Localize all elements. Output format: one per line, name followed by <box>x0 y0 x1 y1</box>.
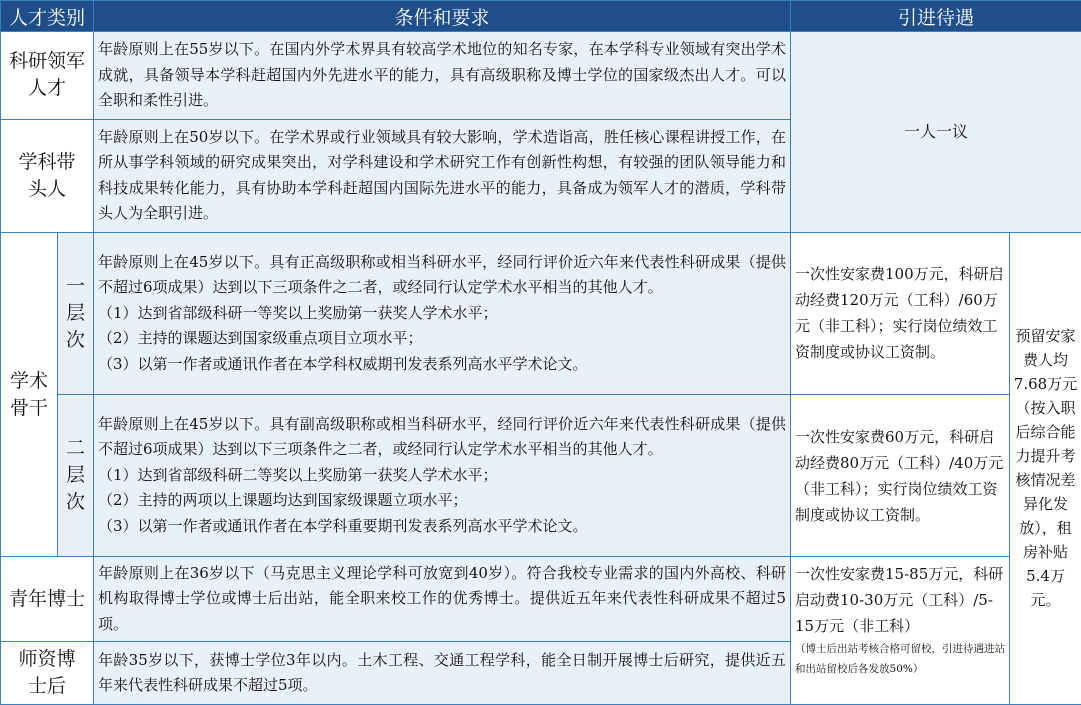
benefit-side: 预留安家费人均7.68万元（按入职后综合能力提升考核情况差异化发放），租房补贴5.4万元。 <box>1010 232 1081 704</box>
category-postdoc: 师资博士后 <box>1 642 94 705</box>
benefit-postdoc-note: （博士后出站考核合格可留校，引进待遇进站和出站留校后各发放50%） <box>795 643 1006 676</box>
condition-young-phd: 年龄原则上在36岁以下（马克思主义理论学科可放宽到40岁）。符合我校专业需求的国内外高校、科研机构取得博士学位或博士后出站，能全职来校工作的优秀博士。提供近五年来代表性科研成果不超过5项。 <box>94 557 791 642</box>
tier2-item-1: （1）达到省部级科研二等奖以上奖励第一获奖人学术水平； <box>98 465 498 484</box>
condition-tier1: 年龄原则上在45岁以下。具有正高级职称或相当科研水平，经同行评价近六年来代表性科研成果（提供不超过6项成果）达到以下三项条件之二者，或经同行认定学术水平相当的其他人才。 （1）达到省部级科研一等奖以上奖励第一获奖人学术水平； （2）主持的课题达到国家级重点项目立项水平； （3）以第一作者或通讯作者在本学科权威期刊发表系列高水平学术论文。 <box>94 232 791 394</box>
benefit-young-phd: 一次性安家费15-85万元，科研启动费10-30万元（工科）/5-15万元（非工科） （博士后出站考核合格可留校，引进待遇进站和出站留校后各发放50%） <box>791 557 1010 705</box>
header-conditions: 条件和要求 <box>94 1 791 32</box>
table-row <box>1 395 1081 557</box>
benefit-tier2: 一次性安家费60万元，科研启动经费80万元（工科）/40万元（非工科）；实行岗位绩效工资制度或协议工资制。 <box>791 395 1010 557</box>
category-tier1: 一层次 <box>58 232 94 394</box>
condition-postdoc: 年龄35岁以下，获博士学位3年以内。土木工程、交通工程学科，能全日制开展博士后研究，提供近五年来代表性科研成果不超过5项。 <box>94 642 791 705</box>
tier1-item-3: （3）以第一作者或通讯作者在本学科权威期刊发表系列高水平学术论文。 <box>98 354 588 373</box>
tier2-item-2: （2）主持的两项以上课题均达到国家级课题立项水平； <box>98 491 468 510</box>
category-leader: 科研领军人才 <box>1 32 94 119</box>
benefit-negotiable: 一人一议 <box>791 32 1081 233</box>
benefit-tier1: 一次性安家费100万元，科研启动经费120万元（工科）/60万元（非工科）；实行岗位绩效工资制度或协议工资制。 <box>791 232 1010 394</box>
table-row <box>1 32 1081 119</box>
category-tier2: 二层次 <box>58 395 94 557</box>
header-category: 人才类别 <box>1 1 94 32</box>
category-head: 学科带头人 <box>1 119 94 232</box>
condition-tier2: 年龄原则上在45岁以下。具有副高级职称或相当科研水平，经同行评价近六年来代表性科研成果（提供不超过6项成果）达到以下三项条件之二者，或经同行认定学术水平相当的其他人才。 （1）达到省部级科研二等奖以上奖励第一获奖人学术水平； （2）主持的两项以上课题均达到国家级课题立项水平； （3）以第一作者或通讯作者在本学科重要期刊发表系列高水平学术论文。 <box>94 395 791 557</box>
condition-head: 年龄原则上在50岁以下。在学术界或行业领域具有较大影响，学术造诣高，胜任核心课程讲授工作，在所从事学科领域的研究成果突出，对学科建设和学术研究工作有创新性构想，有较强的团队领导能力和科技成果转化能力，具有协助本学科赶超国内国际先进水平的能力，具备成为领军人才的潜质，学科带头人为全职引进。 <box>94 119 791 232</box>
tier1-item-2: （2）主持的课题达到国家级重点项目立项水平； <box>98 329 423 348</box>
table-row <box>1 232 1081 394</box>
table-row <box>1 557 1081 642</box>
category-backbone: 学术骨干 <box>1 232 58 556</box>
header-row <box>1 1 1081 32</box>
header-benefits: 引进待遇 <box>791 1 1081 32</box>
condition-leader: 年龄原则上在55岁以下。在国内外学术界具有较高学术地位的知名专家，在本学科专业领域有突出学术成就，具备领导本学科赶超国内外先进水平的能力，具有高级职称及博士学位的国家级杰出人才。可以全职和柔性引进。 <box>94 32 791 119</box>
category-young-phd: 青年博士 <box>1 557 94 642</box>
tier1-item-1: （1）达到省部级科研一等奖以上奖励第一获奖人学术水平； <box>98 303 498 322</box>
tier2-item-3: （3）以第一作者或通讯作者在本学科重要期刊发表系列高水平学术论文。 <box>98 516 588 535</box>
